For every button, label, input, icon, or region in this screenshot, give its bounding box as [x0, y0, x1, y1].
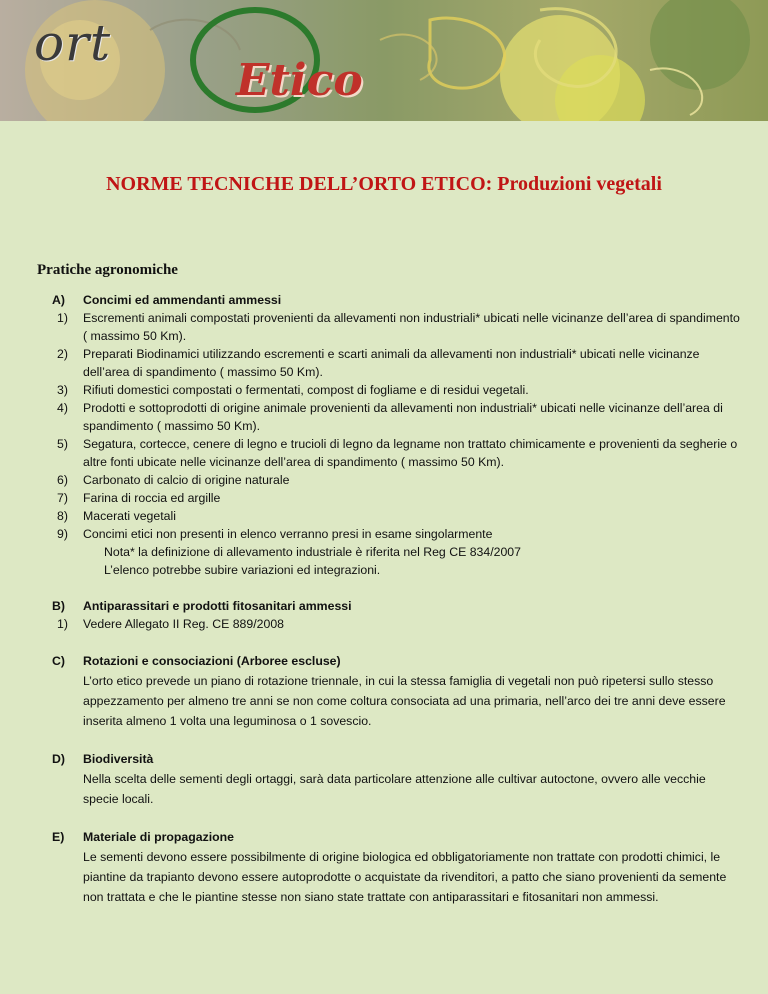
- section-letter: A): [52, 293, 65, 307]
- item-text: Prodotti e sottoprodotti di origine animale provenienti da allevamenti non industriali* ubicati nelle vicinanze dell’area di spandimento ( massimo 50 Km).: [83, 401, 723, 433]
- section-d-heading: [52, 749, 740, 769]
- list-item: [52, 345, 740, 381]
- item-text: Carbonato di calcio di origine naturale: [83, 473, 290, 487]
- item-text: Concimi etici non presenti in elenco verranno presi in esame singolarmente: [83, 527, 493, 541]
- item-number: 9): [57, 527, 68, 541]
- section-body: Nella scelta delle sementi degli ortaggi, sarà data particolare attenzione alle cultivar autoctone, ovvero alle vecchie specie locali.: [83, 772, 706, 806]
- list-item: [52, 399, 740, 435]
- list-item: [52, 381, 740, 399]
- section-body: L’orto etico prevede un piano di rotazione triennale, in cui la stessa famiglia di vegetali non può ripetersi sullo stesso appezzamento per almeno tre anni se non come coltura consociata ad una primaria, nell’arco dei tre anni deve essere inserita almeno 1 volta una leguminosa o 1 sovescio.: [83, 674, 726, 728]
- item-number: 3): [57, 383, 68, 397]
- item-number: 8): [57, 509, 68, 523]
- item-text: Escrementi animali compostati provenienti da allevamenti non industriali* ubicati nelle vicinanze dell’area di spandimento ( massimo 50 Km).: [83, 311, 740, 343]
- item-text: Rifiuti domestici compostati o fermentati, compost di fogliame e di residui vegetali.: [83, 383, 529, 397]
- item-text: Macerati vegetali: [83, 509, 176, 523]
- page-title: NORME TECNICHE DELL’ORTO ETICO: Produzioni vegetali: [106, 173, 662, 195]
- list-item: [52, 471, 740, 489]
- section-title: Biodiversità: [83, 752, 154, 766]
- section-title: Materiale di propagazione: [83, 830, 235, 844]
- item-number: 4): [57, 401, 68, 415]
- list-item: [52, 309, 740, 345]
- item-number: 6): [57, 473, 68, 487]
- item-text: Vedere Allegato II Reg. CE 889/2008: [83, 617, 284, 631]
- section-c: [52, 651, 740, 731]
- section-letter: B): [52, 599, 65, 613]
- item-number: 1): [57, 617, 68, 631]
- section-letter: C): [52, 654, 65, 668]
- section-a: [52, 291, 740, 579]
- header-banner: [0, 0, 768, 121]
- section-title: Antiparassitari e prodotti fitosanitari ammessi: [83, 599, 352, 613]
- section-b: [52, 597, 740, 633]
- list-item: [52, 507, 740, 525]
- section-heading: Pratiche agronomiche: [37, 262, 178, 278]
- logo-etico: Etico: [236, 55, 363, 106]
- section-e: [52, 827, 740, 907]
- section-c-heading: [52, 651, 740, 671]
- item-text: Farina di roccia ed argille: [83, 491, 221, 505]
- section-letter: D): [52, 752, 65, 766]
- section-title: Concimi ed ammendanti ammessi: [83, 293, 282, 307]
- item-number: 5): [57, 437, 68, 451]
- section-d: [52, 749, 740, 809]
- section-body: Le sementi devono essere possibilmente di origine biologica ed obbligatoriamente non trattate con prodotti chimici, le piantine da trapianto devono essere autoprodotte o acquistate da rivenditori, a patto che siano provenienti da semente non trattata e che le piantine stesse non siano state trattate con antiparassitari e fitosanitari non ammessi.: [83, 850, 727, 904]
- item-number: 1): [57, 311, 68, 325]
- section-a-heading: [52, 291, 740, 309]
- section-e-heading: [52, 827, 740, 847]
- logo-ort: ort: [34, 14, 112, 72]
- banner-artwork: [0, 0, 768, 121]
- document-body: [52, 291, 740, 925]
- item-number: 7): [57, 491, 68, 505]
- item-text: Segatura, cortecce, cenere di legno e trucioli di legno da legname non trattato chimicamente e provenienti da segherie o altre fonti ubicate nelle vicinanze dell’area di spandimento ( massimo 50 Km).: [83, 437, 738, 469]
- note-text: L’elenco potrebbe subire variazioni ed integrazioni.: [104, 563, 381, 577]
- list-item: [52, 525, 740, 543]
- note-text: Nota* la definizione di allevamento industriale è riferita nel Reg CE 834/2007: [104, 545, 521, 559]
- item-text: Preparati Biodinamici utilizzando escrementi e scarti animali da allevamenti non industriali* ubicati nelle vicinanze dell’area di spandimento ( massimo 50 Km).: [83, 347, 700, 379]
- section-b-heading: [52, 597, 740, 615]
- item-number: 2): [57, 347, 68, 361]
- section-letter: E): [52, 830, 65, 844]
- list-item: [52, 489, 740, 507]
- list-item: [52, 615, 740, 633]
- list-item: [52, 435, 740, 471]
- section-title: Rotazioni e consociazioni (Arboree escluse): [83, 654, 341, 668]
